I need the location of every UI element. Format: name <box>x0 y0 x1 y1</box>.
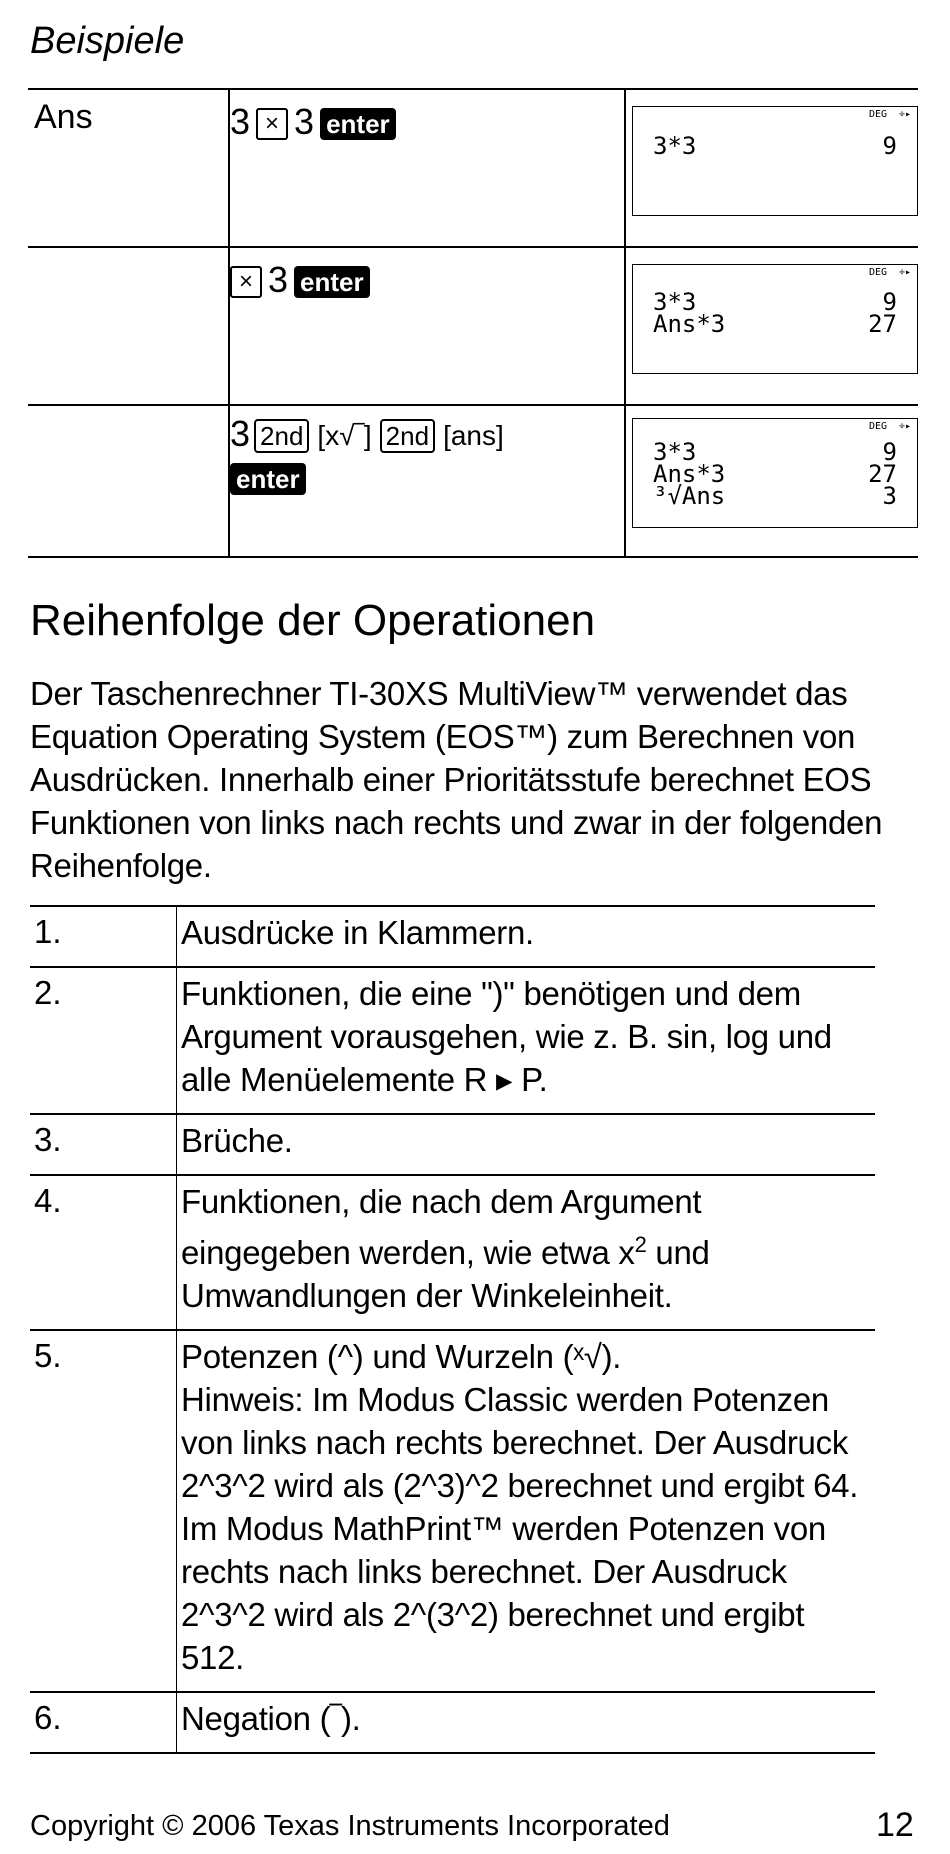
row-text-part: und Umwandlungen der Winkeleinheit. <box>181 1234 710 1314</box>
mode-indicator: ÷▸ <box>898 267 911 278</box>
row-text: Funktionen, die eine ")" benötigen und dem Argument vorausgehen, wie z. B. sin, log und alle Menüelemente R ▸ P. <box>176 968 875 1113</box>
table-rule <box>28 556 918 558</box>
screen-result: 9 <box>882 132 897 160</box>
table-rule <box>28 404 918 406</box>
deg-indicator: DEG <box>868 109 887 120</box>
examples-heading: Beispiele <box>30 20 185 62</box>
row-text: Ausdrücke in Klammern. <box>176 907 875 966</box>
table-row <box>30 1113 875 1174</box>
key-sequence <box>230 102 396 142</box>
enter-key-icon: enter <box>294 266 370 298</box>
table-row <box>30 905 875 966</box>
screen-result: 3 <box>882 482 897 510</box>
key-sequence <box>230 260 370 300</box>
screen-result: 27 <box>868 460 897 488</box>
page-number: 12 <box>876 1806 914 1844</box>
calculator-screen <box>632 264 918 374</box>
screen-expression: Ans*3 <box>653 310 726 338</box>
example-label: Ans <box>34 98 93 136</box>
screen-line <box>653 311 897 337</box>
enter-key-icon: enter <box>230 463 306 495</box>
mode-indicator: ÷▸ <box>898 109 911 120</box>
row-text <box>176 1331 875 1691</box>
row-text-line: Potenzen (^) und Wurzeln (ˣ√). <box>181 1338 622 1375</box>
row-number: 5. <box>34 1337 62 1374</box>
mode-indicator: ÷▸ <box>898 421 911 432</box>
superscript: 2 <box>634 1232 647 1257</box>
screen-result: 9 <box>882 288 897 316</box>
screen-expression: Ans*3 <box>653 460 726 488</box>
table-rule <box>28 246 918 248</box>
examples-table <box>28 88 918 558</box>
row-text: Brüche. <box>176 1115 875 1174</box>
table-row <box>30 1329 875 1691</box>
row-number: 2. <box>34 974 62 1011</box>
row-number: 6. <box>34 1699 62 1736</box>
digit-key: 3 <box>294 101 315 142</box>
deg-indicator: DEG <box>868 267 887 278</box>
root-key-icon: [x√‾] <box>317 420 372 452</box>
ans-key-icon: [ans] <box>443 420 504 452</box>
row-text <box>176 1176 875 1329</box>
table-row <box>30 1691 875 1754</box>
digit-key: 3 <box>230 101 251 142</box>
intro-paragraph: Der Taschenrechner TI-30XS MultiView™ verwendet das Equation Operating System (EOS™) zum Berechnen von Ausdrücken. Innerhalb einer Prioritätsstufe berechnet EOS Funktionen von links nach rechts und zwar in der folgenden Reihenfolge. <box>30 675 883 884</box>
screen-result: 9 <box>882 438 897 466</box>
second-key-icon: 2nd <box>254 419 309 453</box>
table-divider <box>624 88 626 558</box>
screen-expression: 3*3 <box>653 288 697 316</box>
key-sequence <box>230 414 610 496</box>
screen-expression: 3*3 <box>653 438 697 466</box>
screen-expression: ³√Ans <box>653 482 726 510</box>
multiply-key-icon: × <box>256 108 288 140</box>
copyright-footer: Copyright © 2006 Texas Instruments Incorporated <box>30 1810 670 1842</box>
section-title: Reihenfolge der Operationen <box>30 596 596 645</box>
enter-key-icon: enter <box>320 108 396 140</box>
screen-result: 27 <box>868 310 897 338</box>
row-number: 1. <box>34 913 62 950</box>
table-rule <box>28 88 918 90</box>
calculator-screen <box>632 418 918 528</box>
calculator-screen <box>632 106 918 216</box>
screen-expression: 3*3 <box>653 132 697 160</box>
deg-indicator: DEG <box>868 421 887 432</box>
table-row <box>30 1174 875 1329</box>
order-table <box>30 905 875 1754</box>
table-row <box>30 966 875 1113</box>
row-number: 4. <box>34 1182 62 1219</box>
multiply-key-icon: × <box>230 266 262 298</box>
row-text-part: Funktionen, die nach dem Argument eingegeben werden, wie etwa x <box>181 1183 702 1271</box>
row-text: Negation (‾). <box>176 1693 875 1752</box>
second-key-icon: 2nd <box>380 419 435 453</box>
screen-line <box>653 483 897 509</box>
row-number: 3. <box>34 1121 62 1158</box>
row-note: Hinweis: Im Modus Classic werden Potenzen von links nach rechts berechnet. Der Ausdruck 2^3^2 wird als (2^3)^2 berechnet und ergibt 64. Im Modus MathPrint™ werden Potenzen von rechts nach links berechnet. Der Ausdruck 2^3^2 wird als 2^(3^2) berechnet und ergibt 512. <box>181 1381 859 1676</box>
screen-line <box>653 133 897 159</box>
digit-key: 3 <box>268 259 289 300</box>
digit-key: 3 <box>230 413 251 454</box>
